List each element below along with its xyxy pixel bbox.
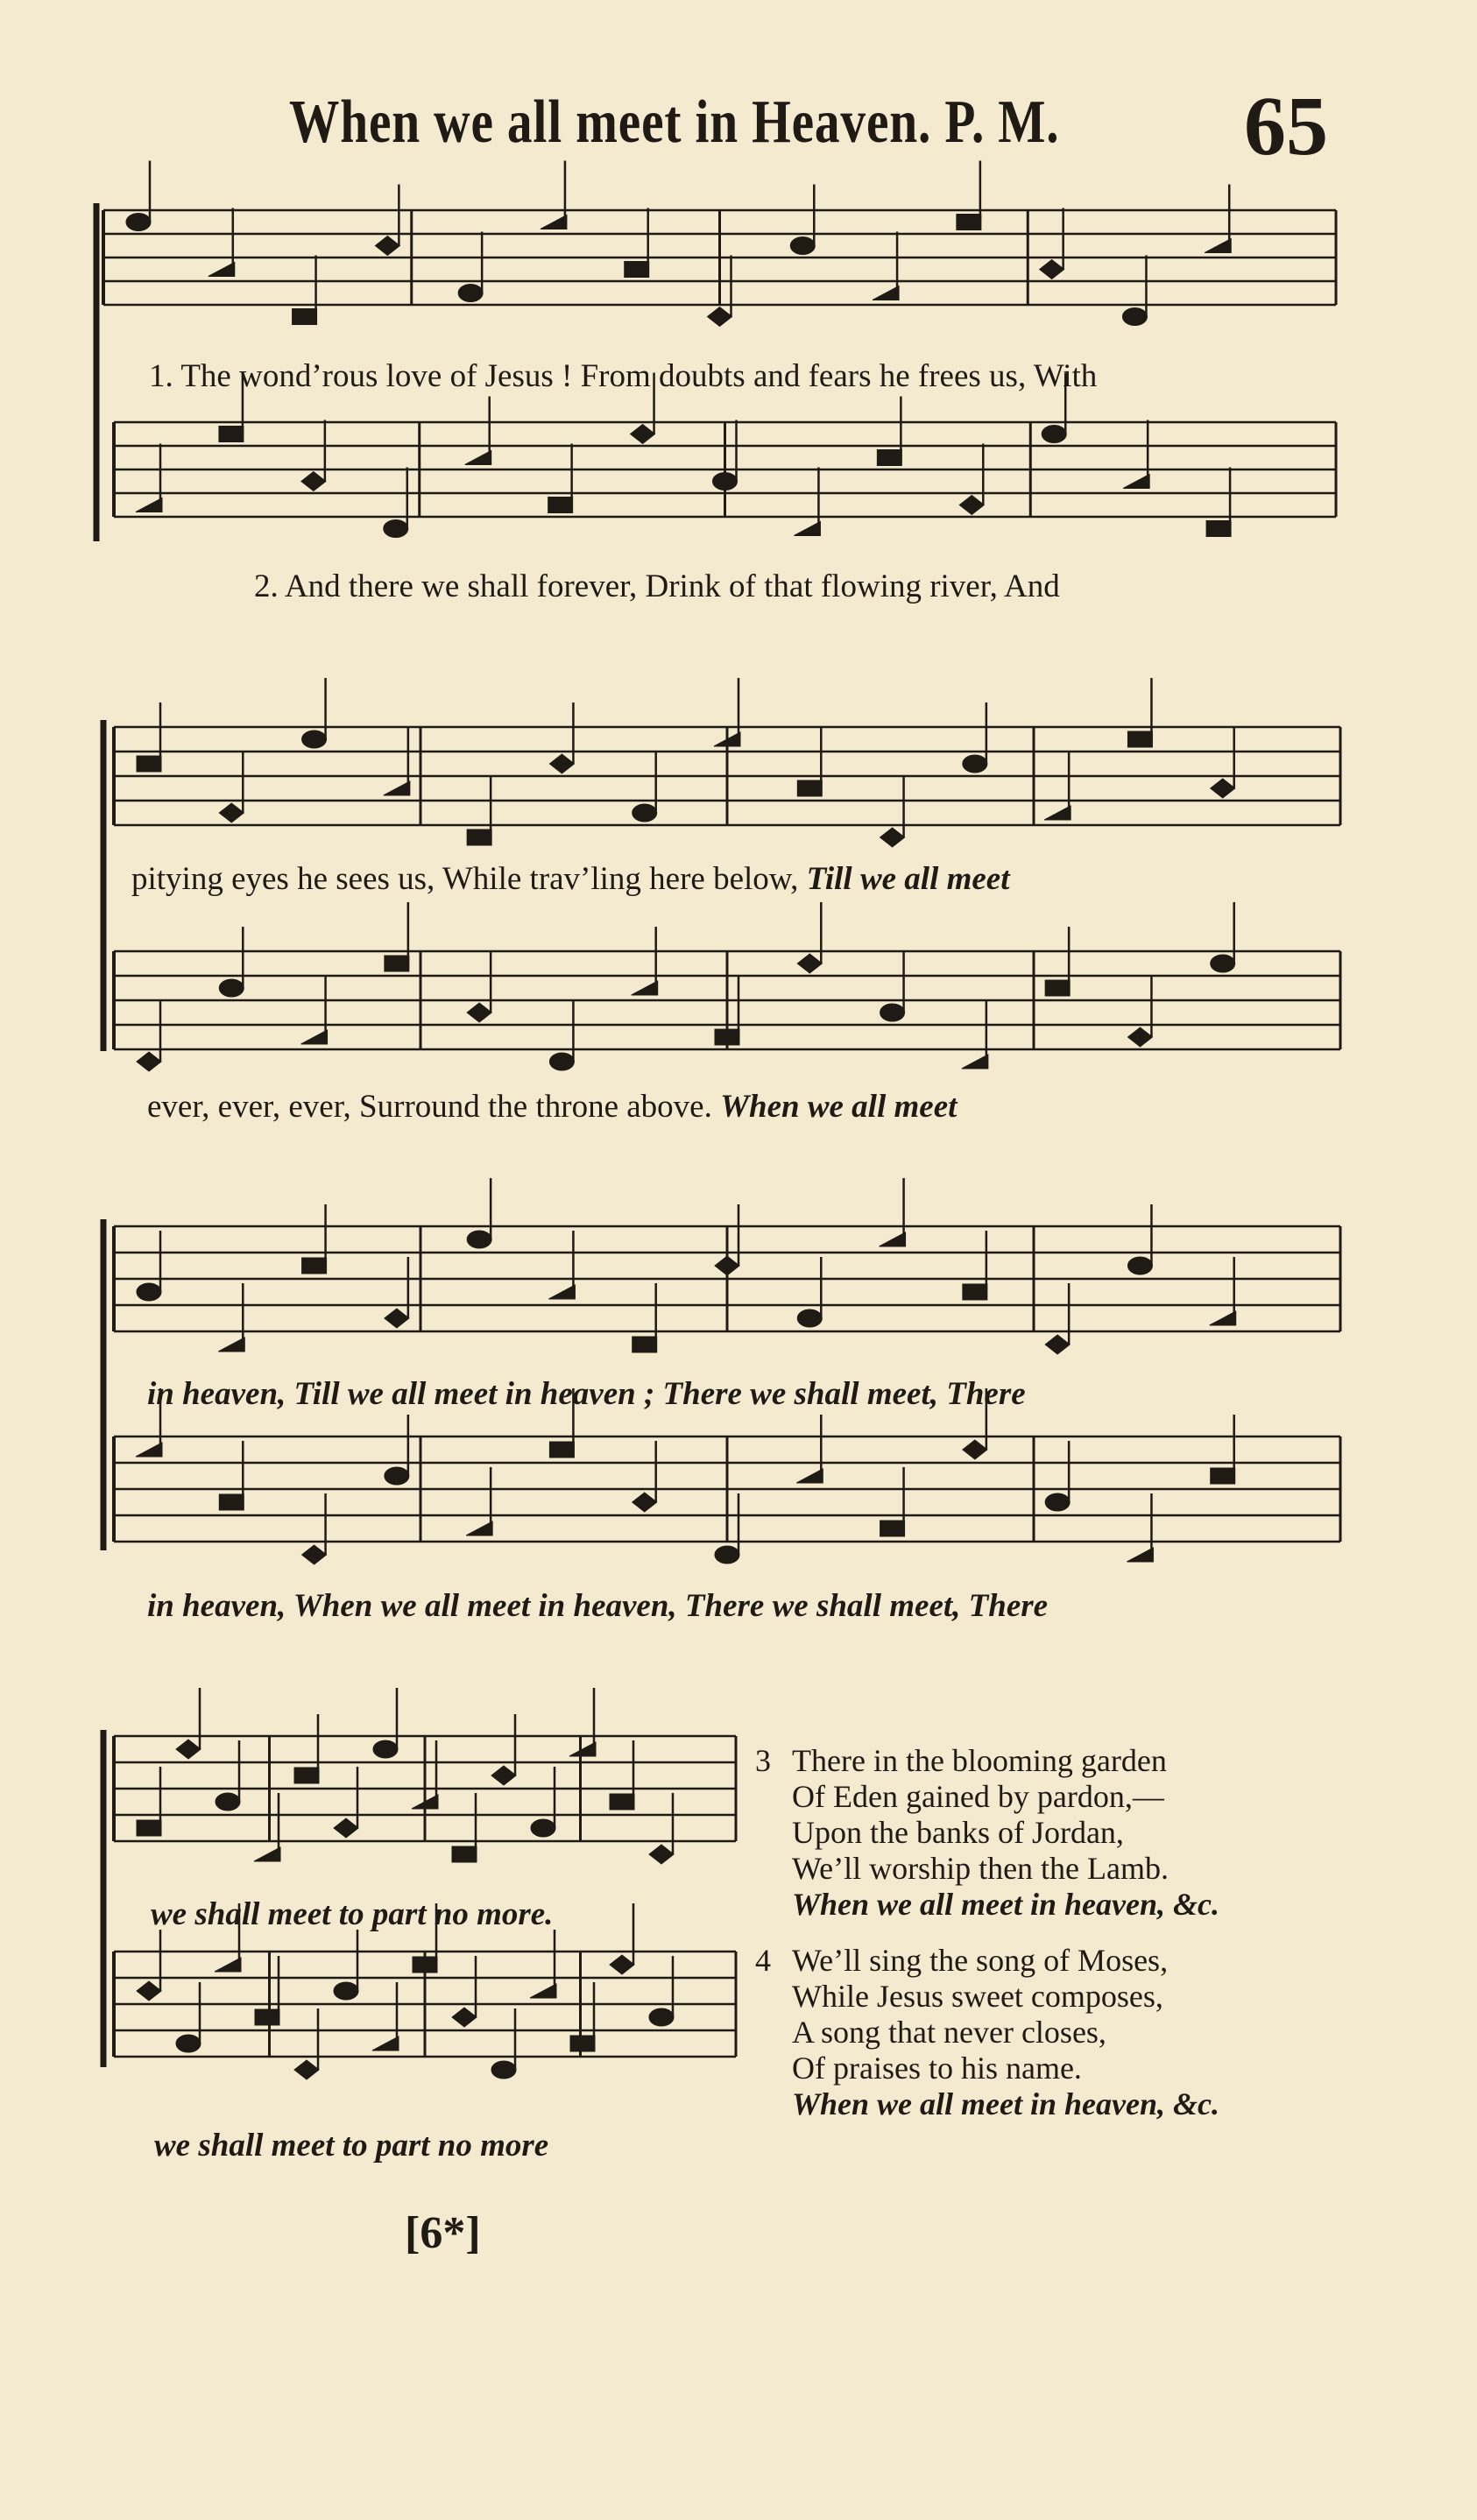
note-head — [959, 496, 984, 515]
note-head — [137, 756, 161, 772]
note-head — [794, 522, 820, 536]
note-head — [548, 1285, 575, 1299]
note-head — [1211, 779, 1235, 798]
note-head — [649, 2008, 674, 2026]
note-head — [137, 1820, 161, 1836]
note-head — [713, 473, 738, 491]
note-head — [452, 2008, 477, 2027]
note-head — [452, 1846, 477, 1862]
verse-4-line: Of praises to his name. — [792, 2051, 1082, 2086]
note-head — [385, 1467, 409, 1485]
note-head — [1045, 1493, 1070, 1511]
note-head — [301, 1030, 328, 1044]
note-head — [216, 1793, 240, 1811]
note-head — [136, 498, 162, 512]
note-head — [649, 1845, 674, 1864]
lyric-system2-bass-plain: ever, ever, ever, Surround the throne above. — [147, 1089, 712, 1125]
note-head — [708, 307, 732, 327]
note-head — [1127, 1548, 1153, 1562]
note-head — [334, 1818, 358, 1838]
verse-4-line: We’ll sing the song of Moses, — [792, 1943, 1169, 1978]
note-head — [176, 1740, 201, 1759]
verse-3-line: Of Eden gained by pardon,— — [792, 1779, 1164, 1814]
note-head — [137, 1052, 161, 1071]
note-head — [541, 215, 567, 229]
note-head — [715, 1029, 739, 1045]
lyric-system2-treble-ital: Till we all meet — [806, 861, 1010, 897]
note-head — [1205, 239, 1231, 253]
verse-4-line: A song that never closes, — [792, 2015, 1106, 2050]
note-head — [632, 804, 657, 822]
note-head — [715, 1546, 739, 1564]
note-head — [1042, 426, 1066, 443]
note-head — [873, 286, 899, 300]
note-head — [215, 1958, 241, 1972]
verse-3-line: There in the blooming garden — [792, 1743, 1167, 1778]
note-head — [176, 2035, 201, 2052]
note-head — [465, 451, 491, 465]
verse-4-number: 4 — [755, 1943, 771, 1978]
note-head — [219, 427, 244, 442]
lyric-system2-bass — [147, 1088, 957, 1126]
note-head — [1123, 475, 1149, 489]
note-head — [385, 956, 409, 971]
verse-3-line: We’ll worship then the Lamb. — [792, 1851, 1169, 1886]
note-head — [963, 1440, 987, 1459]
note-head — [136, 1443, 162, 1457]
note-head — [294, 2060, 319, 2079]
note-head — [458, 285, 483, 302]
note-head — [880, 1521, 905, 1536]
note-head — [375, 236, 399, 256]
note-head — [255, 2009, 279, 2025]
note-head — [957, 215, 981, 230]
note-head — [137, 1283, 161, 1301]
note-head — [963, 755, 987, 773]
note-head — [1127, 731, 1152, 747]
note-head — [1127, 1257, 1152, 1274]
note-head — [632, 981, 658, 995]
note-head — [126, 214, 151, 231]
note-head — [385, 1309, 409, 1328]
lyric-system2-bass-ital: When we all meet — [720, 1089, 958, 1125]
note-head — [302, 1545, 327, 1564]
note-head — [302, 1258, 327, 1274]
verse-3 — [755, 1743, 1473, 1923]
verse-3-line: Upon the banks of Jordan, — [792, 1815, 1124, 1850]
note-head — [625, 262, 649, 278]
note-head — [715, 1256, 739, 1275]
note-head — [1045, 1335, 1070, 1354]
note-head — [137, 1981, 161, 2001]
note-head — [963, 1284, 987, 1300]
note-head — [413, 1957, 437, 1973]
lyric-system2-treble — [131, 860, 1010, 898]
note-head — [219, 979, 244, 997]
note-head — [373, 1740, 398, 1758]
note-head — [1127, 1027, 1152, 1047]
note-head — [219, 803, 244, 822]
note-head — [797, 780, 822, 796]
lyric-system1-bass: 2. And there we shall forever, Drink of that flowing river, And — [254, 568, 1060, 604]
signature-mark: [6*] — [405, 2208, 481, 2258]
note-head — [293, 309, 317, 325]
note-head — [1045, 980, 1070, 996]
note-head — [1122, 308, 1147, 326]
note-head — [372, 2036, 399, 2051]
verse-4-line: While Jesus sweet composes, — [792, 1979, 1163, 2014]
note-head — [880, 828, 905, 847]
note-head — [570, 2036, 595, 2051]
note-head — [549, 1442, 574, 1458]
note-head — [467, 829, 491, 845]
note-head — [549, 754, 574, 773]
note-head — [877, 450, 901, 466]
note-head — [491, 2061, 516, 2079]
note-head — [218, 1338, 244, 1352]
lyric-system4-bass: we shall meet to part no more — [154, 2128, 549, 2164]
lyric-system4-treble: we shall meet to part no more. — [151, 1896, 554, 1932]
note-head — [631, 425, 655, 444]
note-head — [1206, 521, 1231, 537]
note-head — [1211, 955, 1235, 972]
note-head — [610, 1794, 634, 1810]
verse-3-chorus: When we all meet in heaven, &c. — [792, 1887, 1219, 1922]
verse-4-chorus: When we all meet in heaven, &c. — [792, 2086, 1219, 2121]
note-head — [1211, 1468, 1235, 1484]
note-head — [334, 1982, 358, 2000]
note-head — [1040, 260, 1064, 279]
hymn-title: When we all meet in Heaven. P. M. — [289, 88, 1060, 156]
note-head — [632, 1337, 657, 1352]
note-head — [549, 1053, 574, 1070]
lyric-system2-treble-plain: pitying eyes he sees us, While trav’ling here below, — [131, 861, 799, 897]
lyric-system1-treble: 1. The wond’rous love of Jesus ! From doubts and fears he frees us, With — [149, 358, 1098, 394]
note-head — [530, 1984, 556, 1998]
note-head — [384, 781, 410, 795]
note-head — [632, 1493, 657, 1512]
note-head — [467, 1003, 491, 1022]
note-head — [796, 1469, 823, 1483]
note-head — [531, 1819, 555, 1837]
note-head — [466, 1521, 492, 1535]
note-head — [962, 1055, 988, 1069]
note-head — [208, 263, 235, 277]
page-number: 65 — [1244, 79, 1328, 173]
lyric-system3-treble: in heaven, Till we all meet in heaven ; There we shall meet, There — [147, 1376, 1026, 1412]
verse-4 — [755, 1943, 1473, 2122]
note-head — [569, 1742, 596, 1756]
note-head — [548, 498, 573, 513]
note-head — [1210, 1311, 1236, 1325]
note-head — [467, 1231, 491, 1248]
note-head — [301, 472, 326, 491]
note-head — [797, 1309, 822, 1327]
note-head — [880, 1232, 906, 1246]
note-head — [1044, 806, 1071, 820]
lyric-system3-bass: in heaven, When we all meet in heaven, There we shall meet, There — [147, 1588, 1049, 1624]
note-head — [294, 1768, 319, 1783]
note-head — [302, 731, 327, 748]
note-head — [880, 1004, 905, 1021]
note-head — [384, 520, 408, 538]
note-head — [790, 237, 815, 255]
note-head — [491, 1766, 516, 1785]
note-head — [797, 954, 822, 973]
verse-3-number: 3 — [755, 1743, 771, 1778]
note-head — [254, 1847, 280, 1861]
note-head — [219, 1494, 244, 1510]
note-head — [610, 1955, 634, 1974]
